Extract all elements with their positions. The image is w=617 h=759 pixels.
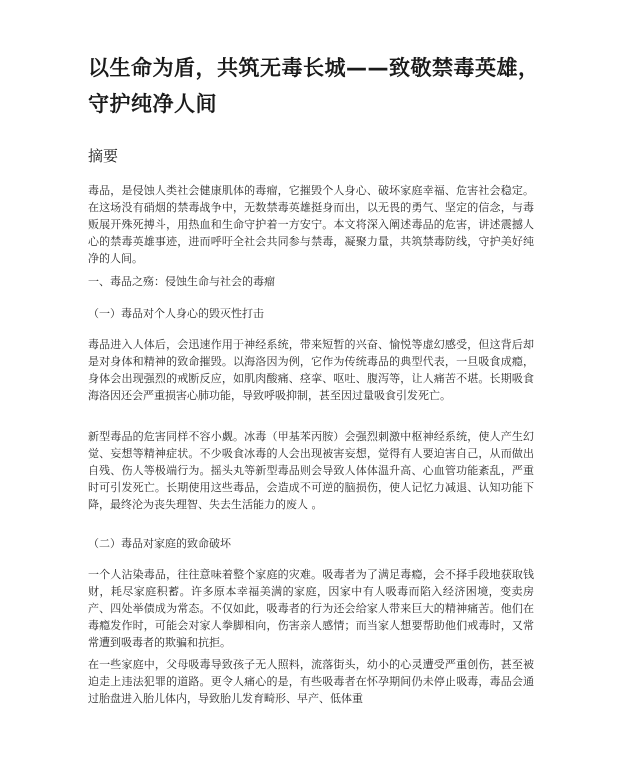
body-paragraph-2: 新型毒品的危害同样不容小觑。冰毒（甲基苯丙胺）会强烈刺激中枢神经系统，使人产生幻觉、妄想等精神症状。不少吸食冰毒的人会出现被害妄想，觉得有人要迫害自己，从而做出自残、伤人等极端行为。摇头丸等新型毒品则会导致人体体温升高、心血管功能紊乱，严重时可引发死亡。长期使用这些毒品，会造成不可逆的脑损伤，使人记忆力减退、认知功能下降，最终沦为丧失理智、失去生活能力的废人 。 [88,430,534,511]
body-paragraph-1: 毒品进入人体后，会迅速作用于神经系统，带来短暂的兴奋、愉悦等虚幻感受，但这背后却是对身体和精神的致命摧毁。以海洛因为例，它作为传统毒品的典型代表，一旦吸食成瘾，身体会出现强烈的戒断反应，如肌肉酸痛、痉挛、呕吐、腹泻等，让人痛苦不堪。长期吸食海洛因还会严重损害心肺功能，导致呼吸抑制，甚至因过量吸食引发死亡。 [88,338,534,402]
abstract-heading: 摘要 [88,147,119,165]
subsection-heading-1: （一）毒品对个人身心的毁灭性打击 [88,307,264,320]
body-paragraph-3: 一个人沾染毒品，往往意味着整个家庭的灾难。吸毒者为了满足毒瘾，会不择手段地获取钱财，耗尽家庭积蓄。许多原本幸福美满的家庭，因家中有人吸毒而陷入经济困境，变卖房产、四处举债成为常态。不仅如此，吸毒者的行为还会给家人带来巨大的精神痛苦。他们在毒瘾发作时，可能会对家人拳脚相向，伤害亲人感情；而当家人想要帮助他们戒毒时，又常常遭到吸毒者的欺骗和抗拒。 [88,568,534,649]
subsection-heading-2: （二）毒品对家庭的致命破坏 [88,537,231,550]
body-paragraph-4: 在一些家庭中，父母吸毒导致孩子无人照料，流落街头，幼小的心灵遭受严重创伤，甚至被迫走上违法犯罪的道路。更令人痛心的是，有些吸毒者在怀孕期间仍未停止吸毒，毒品会通过胎盘进入胎儿体内，导致胎儿发育畸形、早产、低体重 [88,658,534,705]
document-title: 以生命为盾，共筑无毒长城——致敬禁毒英雄，守护纯净人间 [88,56,540,116]
section-heading-1: 一、毒品之殇：侵蚀生命与社会的毒瘤 [88,275,275,288]
abstract-paragraph: 毒品，是侵蚀人类社会健康肌体的毒瘤，它摧毁个人身心、破坏家庭幸福、危害社会稳定。在这场没有硝烟的禁毒战争中，无数禁毒英雄挺身而出，以无畏的勇气、坚定的信念，与毒贩展开殊死搏斗，用热血和生命守护着一方安宁。本文将深入阐述毒品的危害，讲述震撼人心的禁毒英雄事迹，进而呼吁全社会共同参与禁毒，凝聚力量，共筑禁毒防线，守护美好纯净的人间。 [88,184,534,265]
